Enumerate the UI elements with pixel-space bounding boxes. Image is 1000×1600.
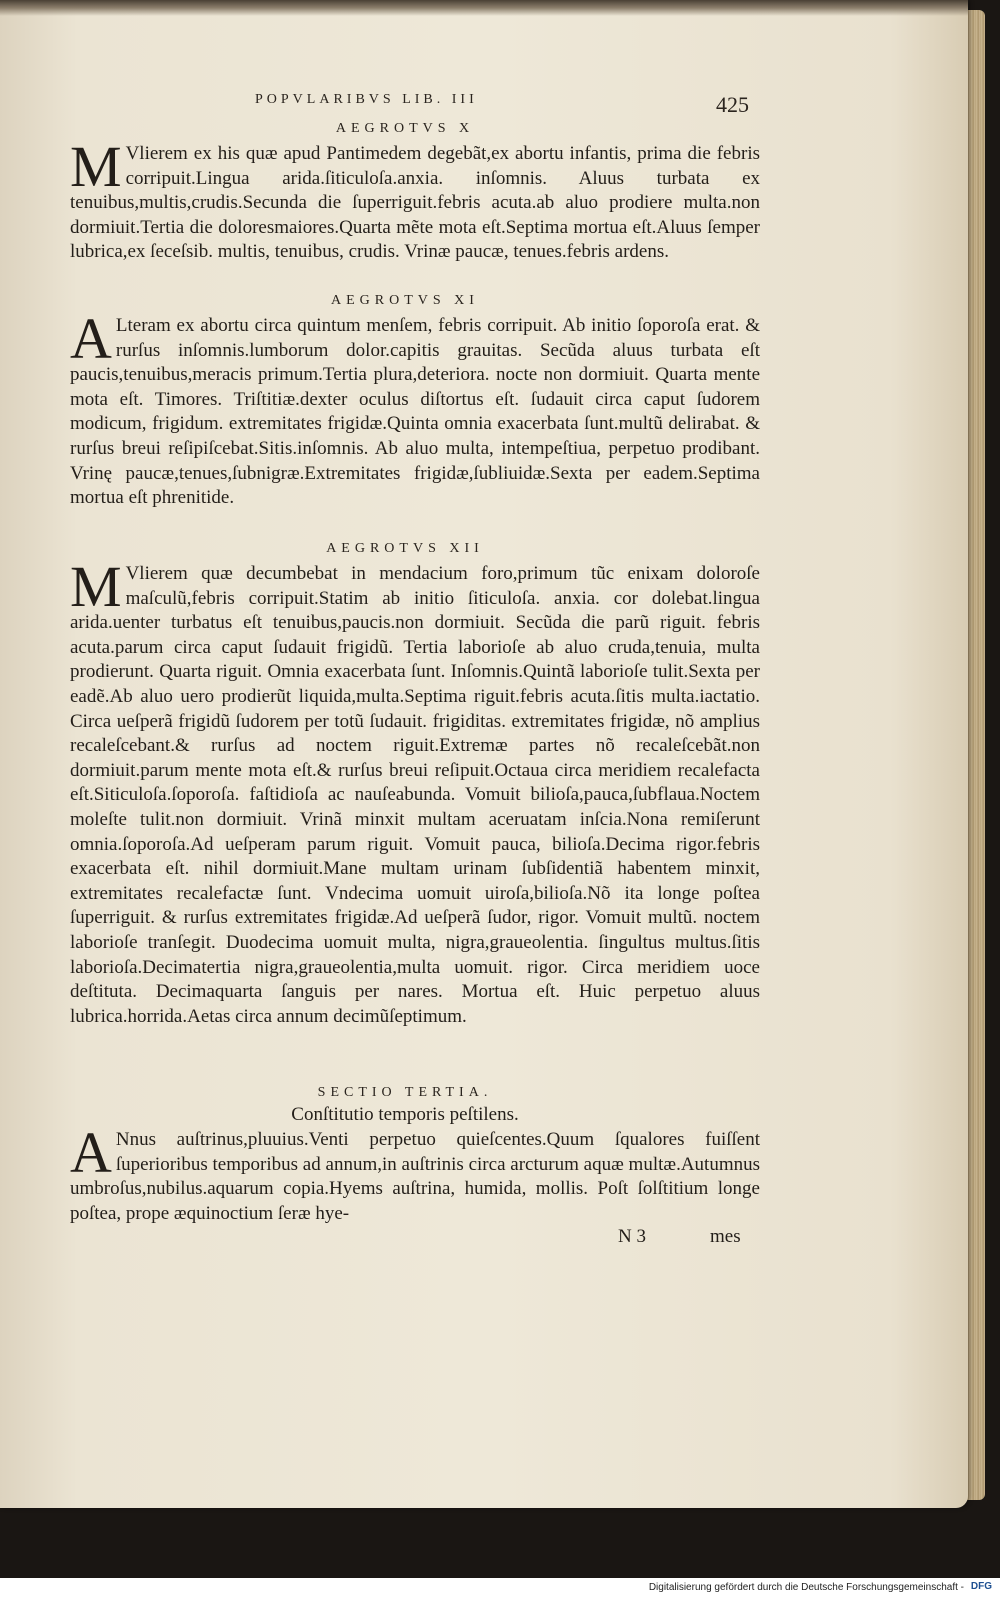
running-head: POPVLARIBVS LIB. III — [255, 92, 478, 107]
drop-cap: A — [70, 306, 112, 371]
section-heading-aegrotus-xi: AEGROTVS XI — [331, 293, 479, 308]
footer-credit: Digitalisierung gefördert durch die Deutsche Forschungsgemeinschaft - — [648, 1582, 964, 1593]
page-number: 425 — [716, 92, 749, 117]
digitization-footer — [0, 1578, 1000, 1600]
signature-mark: N 3 — [618, 1226, 646, 1247]
drop-cap: M — [70, 554, 122, 619]
paragraph-text: Nnus auſtrinus,pluuius.Venti perpetuo quieſcentes.Quum ſqualores fuiſſent ſuperioribus temporibus ad annum,in auſtrinis circa arcturum aquæ multæ.Autumnus umbroſus,nubilus.aquarum copia.Hyems auſtrina, humida, mollis. Poſt ſolſtitium longe poſtea, prope æquinoctium ſeræ hye- — [70, 1129, 760, 1224]
page-top-shadow — [0, 0, 968, 16]
sectio-heading: SECTIO TERTIA. — [317, 1085, 493, 1100]
drop-cap: M — [70, 134, 122, 199]
paragraph-aegrotus-x — [70, 134, 760, 265]
paragraph-text: Lteram ex abortu circa quintum menſem, febris corripuit. Ab initio ſoporoſa erat. & rurſus inſomnis.lumborum dolor.capitis grauitas. Secũda aluus turbata eſt paucis,tenuibus,meracis primum.Tertia plura,deteriora. nocte non dormiuit. Quarta mente mota eſt. Timores. Triſtitiæ.dexter oculus diſtortus eſt. ſudauit circa caput ſudorem modicum, frigidum. extremitates frigidæ.Quinta omnia exacerbata ſunt.multũ delirabat. & rurſus breui reſipiſcebat.Sitis.inſomnis. Ab aluo multa, intempeſtiua, perpetuo prodibant. Vrinę paucæ,tenues,ſubnigræ.Extremitates frigidæ,ſubliuidæ.Sexta per eadem.Septima mortua eſt phrenitide. — [70, 315, 760, 509]
paragraph-aegrotus-xi — [70, 306, 760, 511]
dfg-logo-icon: DFG — [970, 1581, 992, 1592]
sectio-subtitle: Conſtitutio temporis peſtilens. — [291, 1104, 519, 1125]
catchword: mes — [710, 1226, 741, 1247]
drop-cap: A — [70, 1120, 112, 1185]
paragraph-sectio-tertia — [70, 1120, 760, 1226]
section-heading-aegrotus-x: AEGROTVS X — [335, 121, 475, 136]
paragraph-text: Vlierem ex his quæ apud Pantimedem degebãt,ex abortu infantis, prima die febris corripuit.Lingua arida.ſiticuloſa.anxia. inſomnis. Aluus turbata ex tenuibus,multis,crudis.Secunda die ſuperriguit.febris acuta.ab aluo prodiere multa.non dormiuit.Tertia die doloresmaiores.Quarta mẽte mota eſt.Septima mortua eſt.Aluus ſemper lubrica,ex ſeceſsib. multis, tenuibus, crudis. Vrinæ paucæ, tenues.febris ardens. — [70, 143, 760, 263]
paragraph-aegrotus-xii — [70, 554, 760, 1029]
paragraph-text: Vlierem quæ decumbebat in mendacium foro,primum tũc enixam doloroſe maſculũ,febris corripuit.Statim ab initio ſiticuloſa. anxia. cor dolebat.lingua arida.uenter turbatus eſt tenuibus,paucis.non dormiuit. Secũda die parũ riguit. febris acuta.parum circa caput ſudauit frigidũ. Tertia laborioſe ab aluo cruda,tenuia, multa prodierunt. Quarta riguit. Omnia exacerbata ſunt. Inſomnis.Quintã laborioſe tulit.Sexta per eadẽ.Ab aluo uero prodierũt liquida,multa.Septima riguit.febris acuta.ſitis multa.iactatio. Circa ueſperã frigidũ ſudorem per totũ ſudauit. frigiditas. extremitates frigidæ, nõ amplius recaleſcebant.& rurſus ad noctem riguit.Extremæ partes nõ recaleſcebãt.non dormiuit.parum mente mota eſt.& rurſus breui reſipuit.Octaua circa meridiem recalefacta eſt.Siticuloſa.ſoporoſa. faſtidioſa ac nauſeabunda. Vomuit bilioſa,pauca,ſubflaua.Noctem moleſte tulit.non dormiuit. Vrinã minxit multam aceruatam inſcia.Nona remiſerunt omnia.ſoporoſa.Ad ueſperam parum riguit. Vomuit pauca, bilioſa.Decima rigor.febris exacerbata eſt. nihil dormiuit.Mane multam urinam ſubſidentiã habentem minxit, extremitates recalefactæ ſunt. Vndecima uomuit uiroſa,bilioſa.Nõ ita longe poſtea ſuperriguit. & rurſus extremitates frigidæ.Ad ueſperã ſudor, rigor. Vomuit multũ. noctem laborioſe tranſegit. Duodecima uomuit multa, nigra,graueolentia. ſingultus multus.ſitis laborioſa.Decimatertia nigra,graueolentia,multa uomuit. rigor. Circa meridiem uoce deſtituta. Decimaquarta ſanguis per nares. Mortua eſt. Huic perpetuo aluus lubrica.horrida.Aetas circa annum decimũſeptimum. — [70, 563, 760, 1027]
section-heading-aegrotus-xii: AEGROTVS XII — [326, 541, 484, 556]
